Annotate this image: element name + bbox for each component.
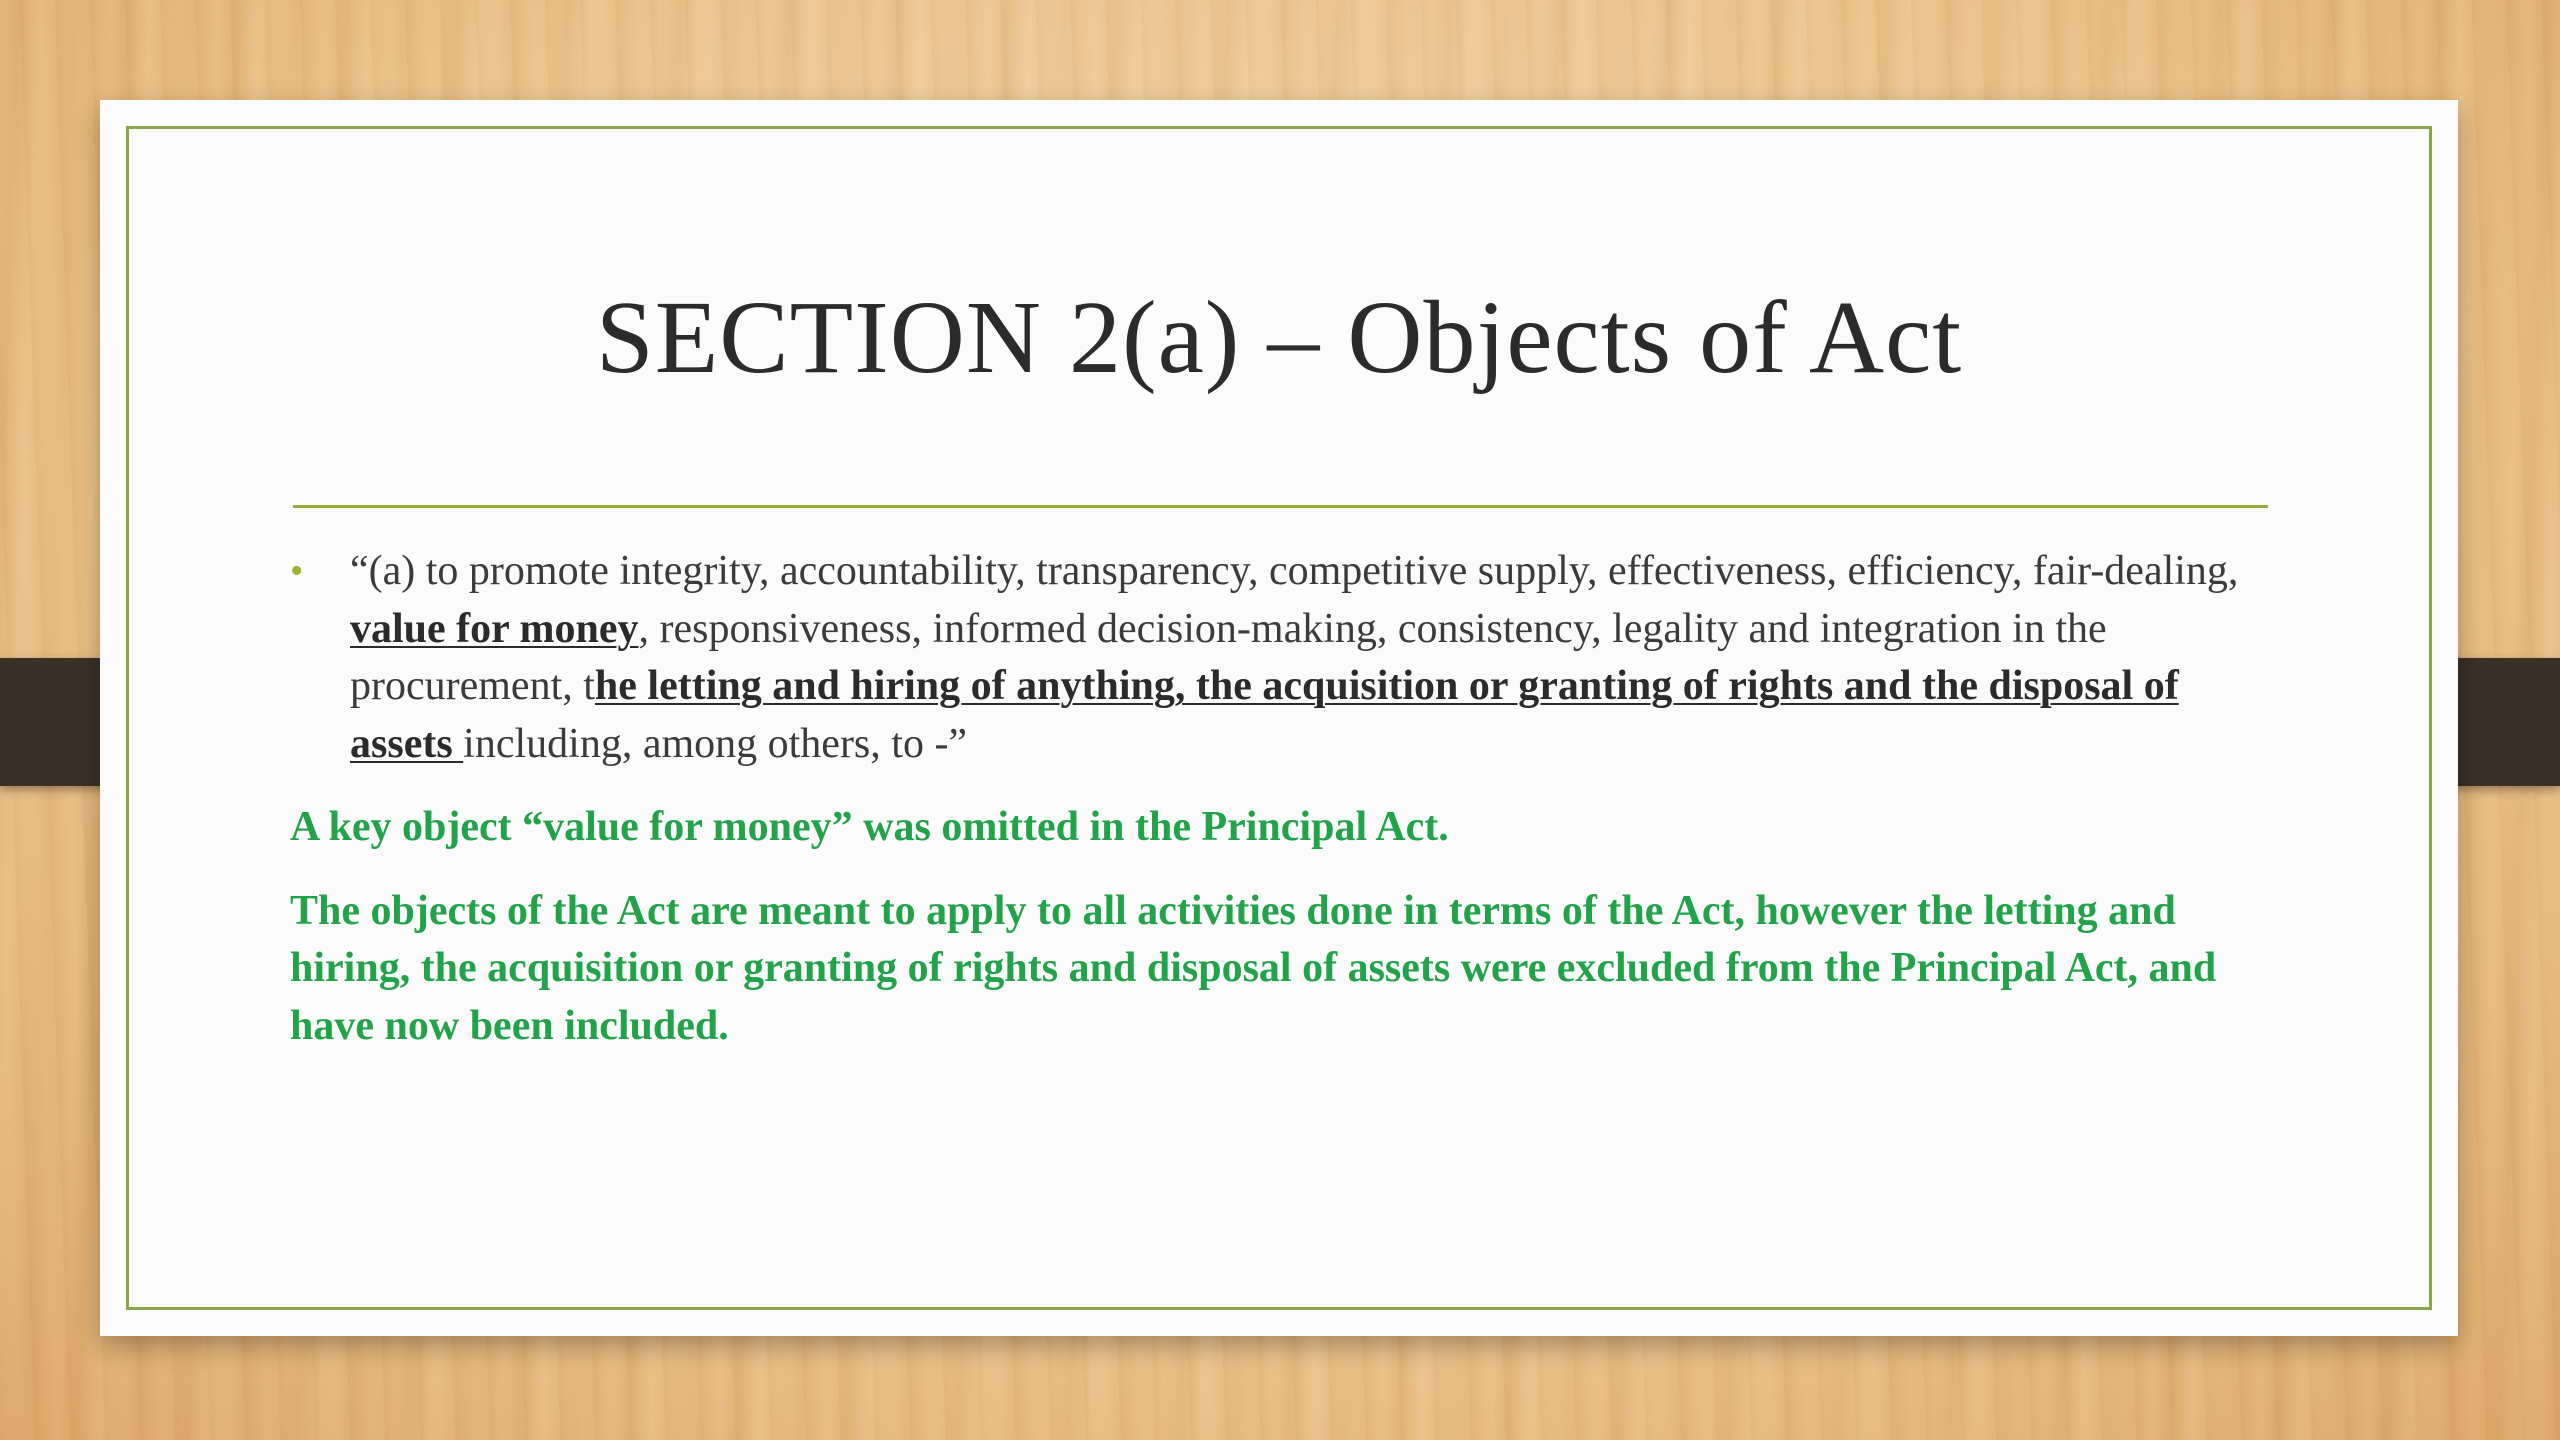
- note-scope-explanation: The objects of the Act are meant to apply to all activities done in terms of the Act, however the letting and hiring, the acquisition or granting of rights and disposal of assets were excluded from the Principal Act, and have now been included.: [290, 887, 2217, 1049]
- quote-emphasis-value-for-money: value for money: [350, 605, 639, 652]
- slide: [100, 100, 2458, 1336]
- quote-text-part2: , responsiveness, informed decision-making, consistency, legality and integration in the procurement, t: [350, 605, 2107, 709]
- quote-emphasis-letting-hiring: he letting and hiring of anything, the acquisition or granting of rights and the disposal of assets: [350, 663, 2179, 767]
- quoted-provision: [350, 543, 2280, 773]
- slide-content: [290, 543, 2280, 1055]
- slide-title: SECTION 2(a) – Objects of Act: [595, 280, 1963, 395]
- quote-text-part1: “(a) to promote integrity, accountability, transparency, competitive supply, effectiveness, efficiency, fair-dealing,: [350, 548, 2239, 594]
- title-divider: [293, 505, 2268, 508]
- bullet-icon: •: [290, 550, 304, 592]
- note-omitted-object: A key object “value for money” was omitted in the Principal Act.: [290, 804, 1449, 850]
- quote-text-part3: including, among others, to -”: [463, 720, 968, 767]
- bullet-item: [290, 543, 2280, 773]
